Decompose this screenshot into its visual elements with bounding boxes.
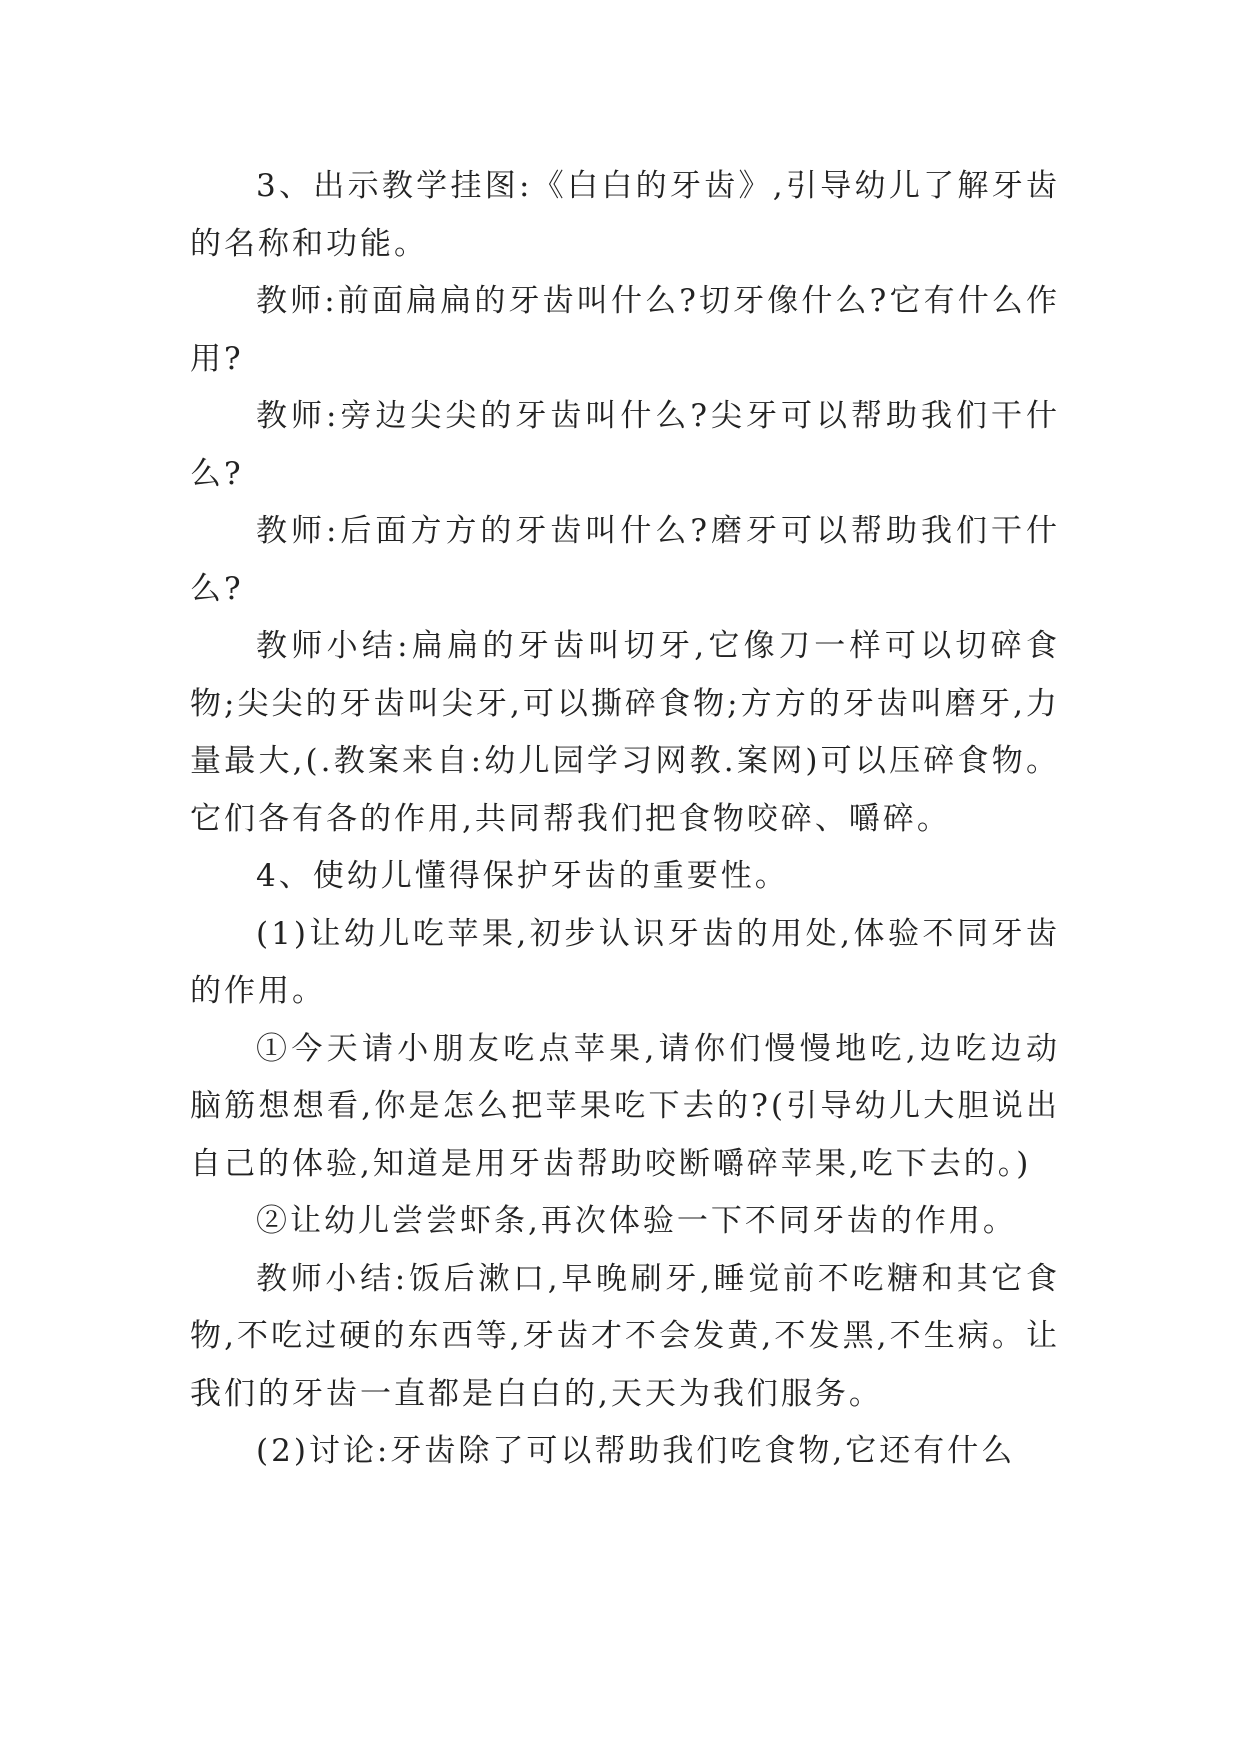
paragraph-teacher-summary-care: 教师小结:饭后漱口,早晚刷牙,睡觉前不吃糖和其它食物,不吃过硬的东西等,牙齿才不会发黄,不发黑,不生病。让我们的牙齿一直都是白白的,天天为我们服务。 [190,1260,1060,1412]
paragraph-activity-1-apple: (1)让幼儿吃苹果,初步认识牙齿的用处,体验不同牙齿的作用。 [190,915,1060,1009]
paragraph-step-3: 3、出示教学挂图:《白白的牙齿》,引导幼儿了解牙齿的名称和功能。 [190,168,1060,262]
document-body [190,158,1060,1481]
paragraph-step-4: 4、使幼儿懂得保护牙齿的重要性。 [256,858,789,894]
paragraph-activity-1-step-a: ①今天请小朋友吃点苹果,请你们慢慢地吃,边吃边动脑筋想想看,你是怎么把苹果吃下去的?(引导幼儿大胆说出自己的体验,知道是用牙齿帮助咬断嚼碎苹果,吃下去的。) [190,1030,1060,1182]
paragraph-activity-1-step-b: ②让幼儿尝尝虾条,再次体验一下不同牙齿的作用。 [256,1203,1017,1239]
paragraph-teacher-question-canines: 教师:旁边尖尖的牙齿叫什么?尖牙可以帮助我们干什么? [190,398,1060,492]
paragraph-teacher-question-incisors: 教师:前面扁扁的牙齿叫什么?切牙像什么?它有什么作用? [190,283,1060,377]
paragraph-teacher-question-molars: 教师:后面方方的牙齿叫什么?磨牙可以帮助我们干什么? [190,513,1060,607]
paragraph-teacher-summary-teeth-types: 教师小结:扁扁的牙齿叫切牙,它像刀一样可以切碎食物;尖尖的牙齿叫尖牙,可以撕碎食物;方方的牙齿叫磨牙,力量最大,(.教案来自:幼儿园学习网教.案网)可以压碎食物。它们各有各的作用,共同帮我们把食物咬碎、嚼碎。 [190,628,1060,837]
paragraph-activity-2-discussion: (2)讨论:牙齿除了可以帮助我们吃食物,它还有什么 [256,1433,1016,1469]
